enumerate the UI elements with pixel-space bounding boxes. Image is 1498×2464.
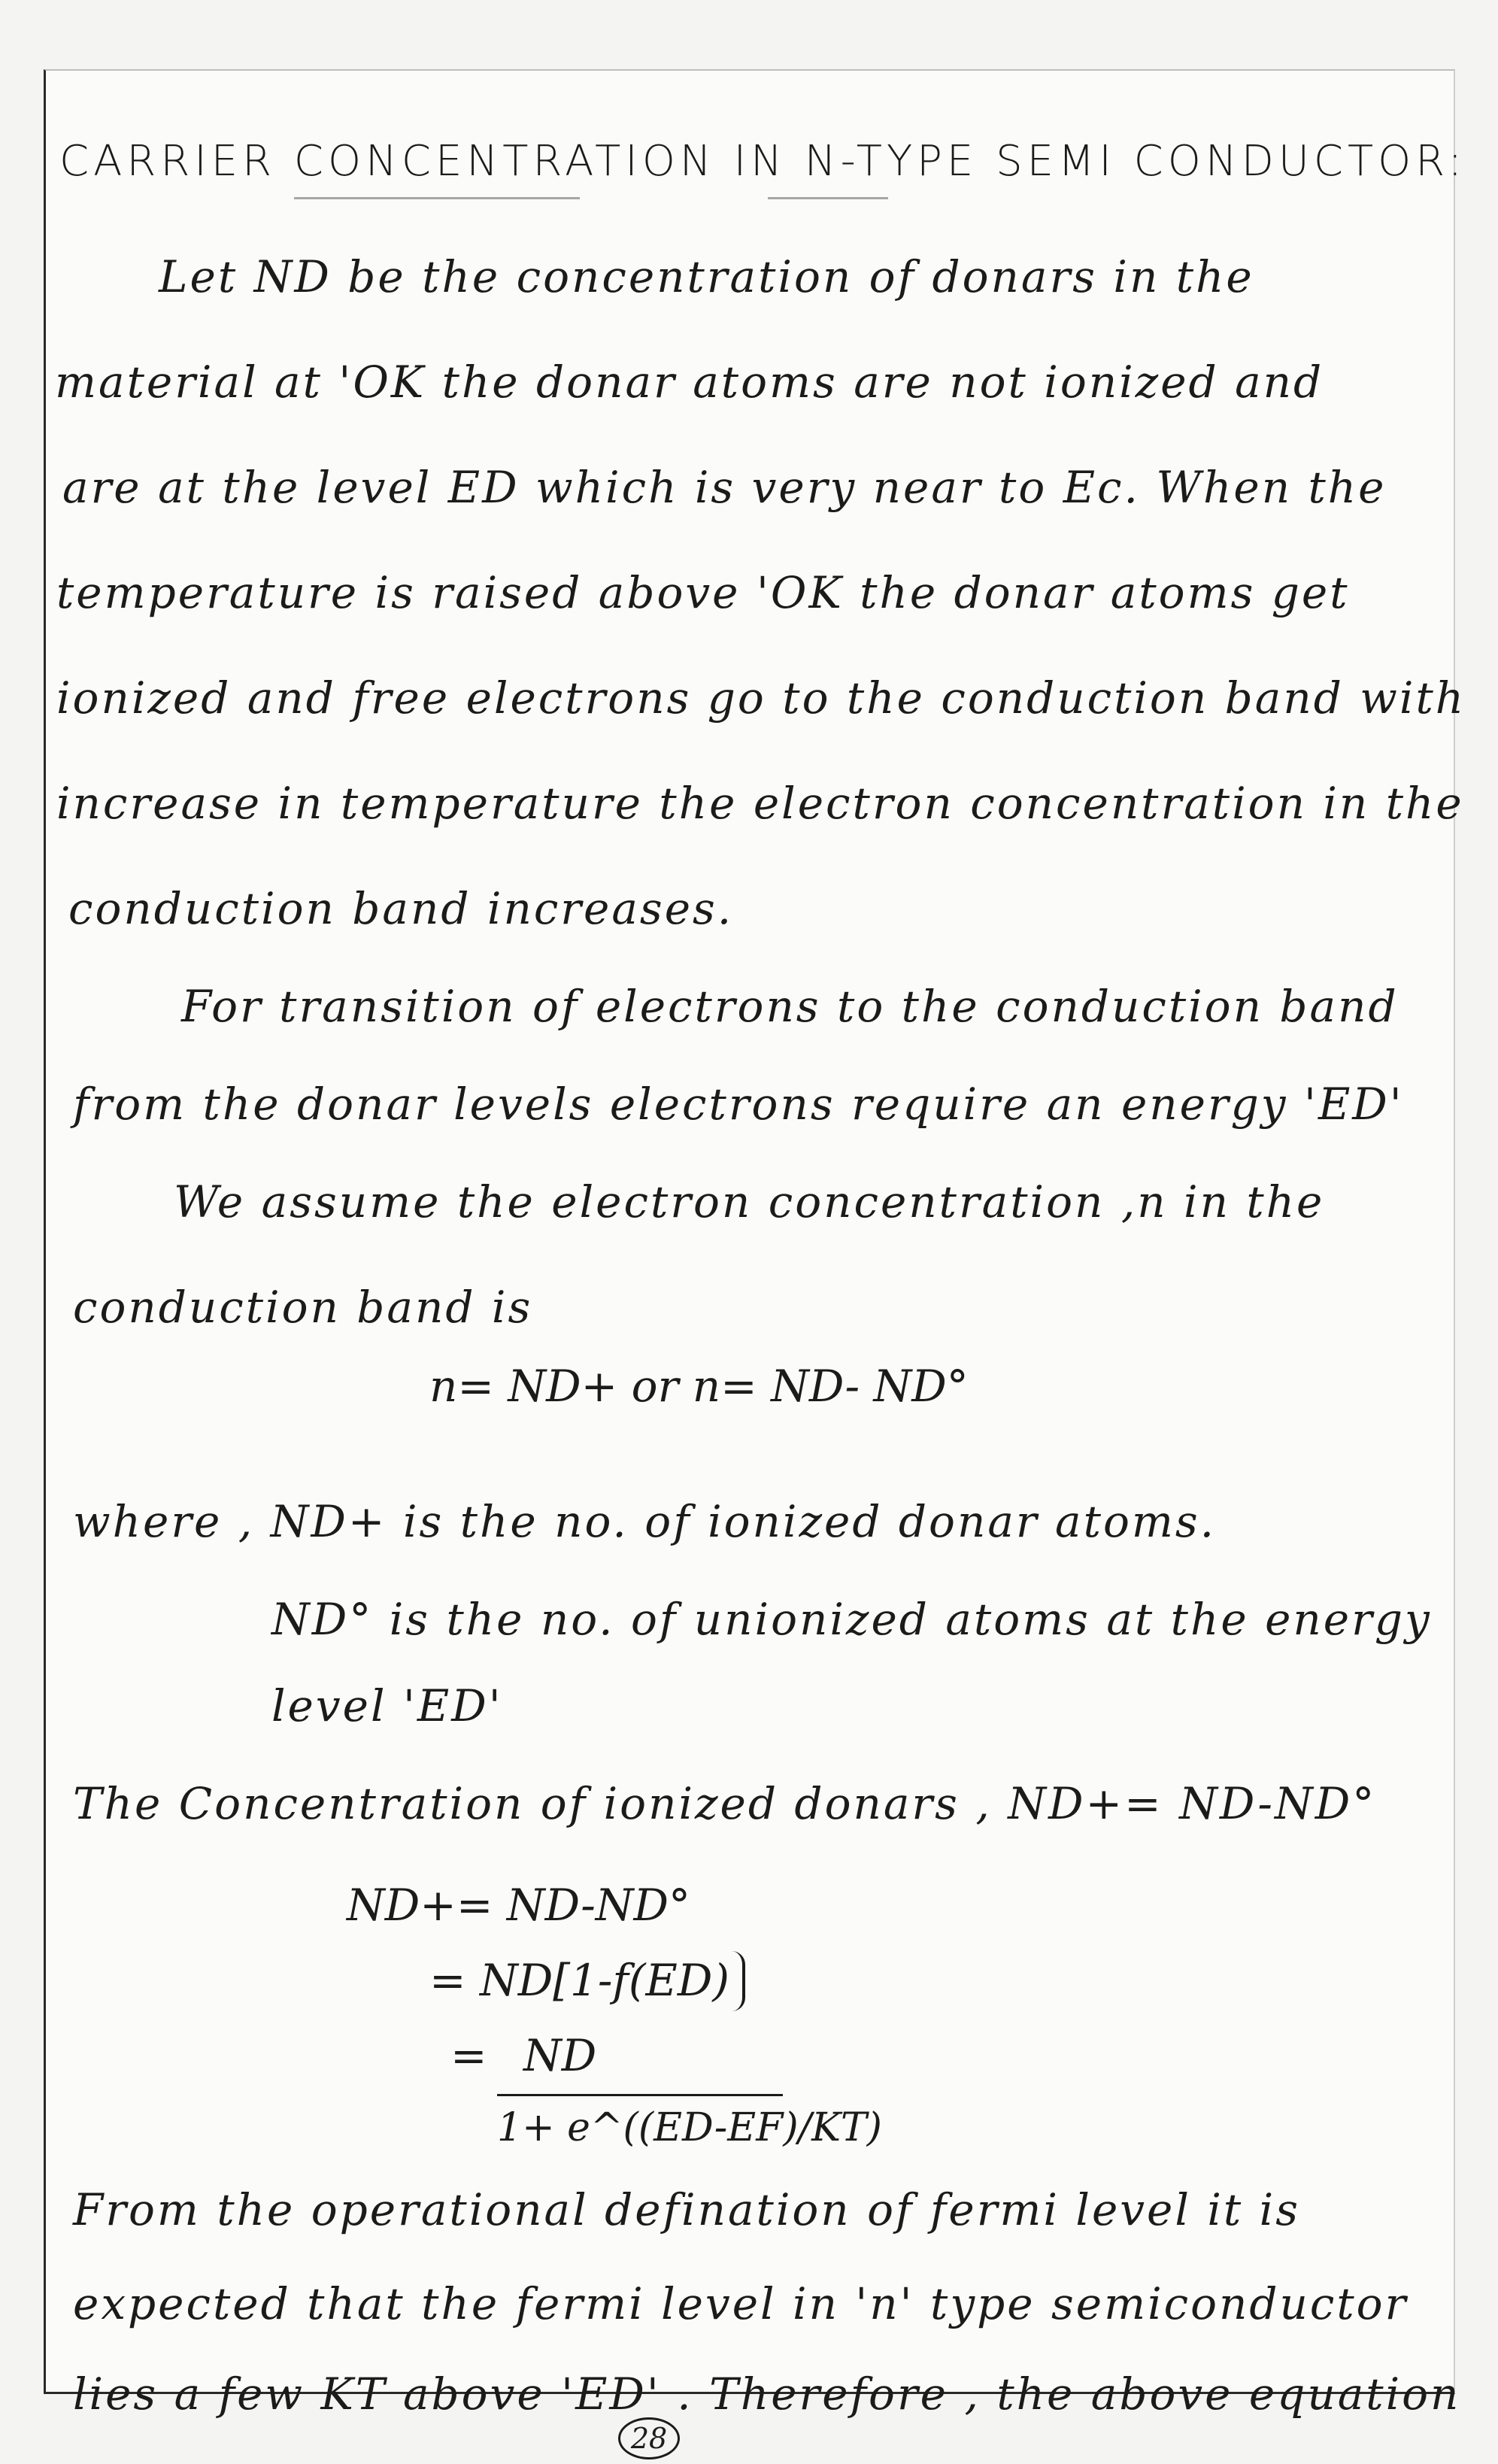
paragraph-line: Let ND be the concentration of donars in the — [159, 251, 1254, 302]
paragraph-line: conduction band is — [73, 1282, 533, 1333]
paragraph-line: expected that the fermi level in 'n' type semiconductor — [73, 2278, 1409, 2329]
title-underline — [294, 197, 580, 199]
paragraph-line: are at the level ED which is very near to Ec. When the — [62, 462, 1387, 513]
fraction-bar — [497, 2094, 783, 2096]
page-title: CARRIER CONCENTRATION IN N-TYPE SEMI CONDUCTOR: — [59, 137, 1467, 186]
title-underline — [768, 197, 888, 199]
equation-electron-concentration: n= ND+ or n= ND- ND° — [429, 1361, 969, 1412]
paragraph-line: temperature is raised above 'OK the donar atoms get — [56, 567, 1350, 618]
paragraph-line: For transition of electrons to the conduction band — [181, 981, 1399, 1032]
paragraph-line: conduction band increases. — [68, 883, 734, 934]
paragraph-line: From the operational defination of fermi level it is — [73, 2184, 1300, 2235]
paragraph-line: material at 'OK the donar atoms are not ionized and — [55, 357, 1324, 408]
paragraph-line: increase in temperature the electron concentration in the — [56, 778, 1464, 829]
paragraph-line: level 'ED' — [271, 1680, 503, 1731]
notebook-page — [44, 69, 1467, 2420]
equals-sign: = — [450, 2030, 487, 2081]
equation-ionized-donors: ND+= ND-ND° — [347, 1880, 691, 1931]
paragraph-line: The Concentration of ionized donars , ND+= ND-ND° — [73, 1778, 1377, 1829]
paragraph-line: ND° is the no. of unionized atoms at the energy — [271, 1594, 1432, 1645]
paragraph-line: from the donar levels electrons require an energy 'ED' — [73, 1079, 1404, 1130]
fraction-denominator: 1+ e^((ED-EF)/KT) — [497, 2105, 882, 2150]
paragraph-line: where , ND+ is the no. of ionized donar atoms. — [73, 1496, 1217, 1547]
paragraph-line: lies a few KT above 'ED' . Therefore , the above equation — [73, 2368, 1461, 2420]
paragraph-line: We assume the electron concentration ,n in the — [174, 1176, 1325, 1227]
paragraph-line: ionized and free electrons go to the conduction band with — [56, 672, 1466, 724]
page-number: 28 — [618, 2417, 680, 2459]
closing-bracket — [732, 1951, 745, 2011]
equation-fermi-function: = ND[1-f(ED) — [429, 1955, 729, 2006]
fraction-numerator: ND — [523, 2030, 597, 2081]
